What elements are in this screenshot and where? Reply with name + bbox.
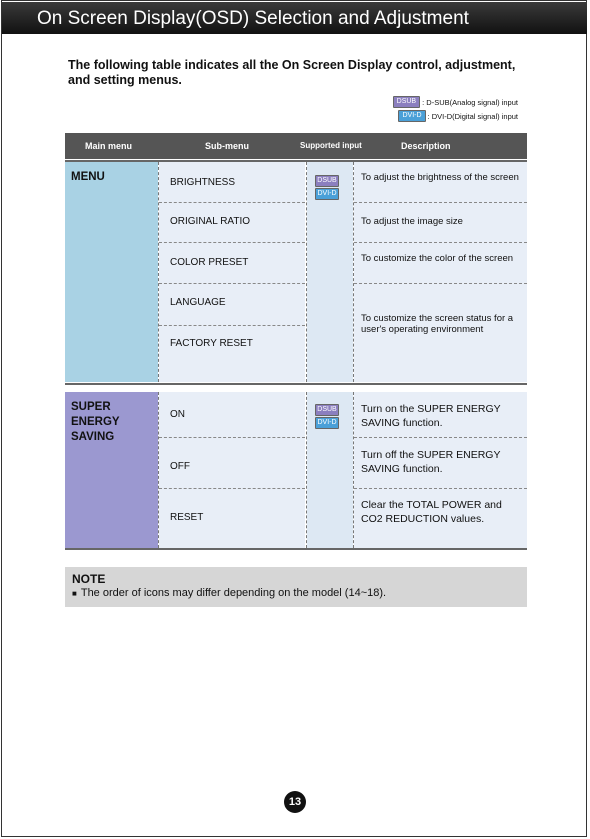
description-column — [354, 162, 527, 382]
note-box — [65, 567, 527, 607]
header-main-menu: Main menu — [85, 141, 133, 151]
dsub-badge: DSUB — [315, 404, 339, 416]
description-color-preset: To customize the color of the screen — [361, 253, 514, 264]
intro-text: The following table indicates all the On Screen Display control, adjustment, and setting menus. — [68, 58, 516, 87]
description-on: Turn on the SUPER ENERGY SAVING function. — [361, 403, 501, 429]
dvid-badge: DVI-D — [315, 188, 339, 200]
row-separator — [354, 202, 527, 203]
sub-menu-original-ratio: ORIGINAL RATIO — [170, 216, 251, 227]
dvid-badge: DVI-D — [315, 417, 339, 429]
description-original-ratio: To adjust the image size — [361, 216, 463, 227]
row-separator — [159, 488, 305, 489]
dvid-badge: DVI-D — [398, 110, 425, 122]
table-header — [65, 133, 527, 159]
row-separator — [159, 325, 305, 326]
header-bar — [2, 2, 587, 34]
row-separator — [354, 242, 527, 243]
note-body: The order of icons may differ depending on the model (14~18). — [80, 587, 387, 599]
legend-dvid — [398, 110, 518, 122]
main-menu-label: MENU — [71, 171, 105, 183]
sub-menu-brightness: BRIGHTNESS — [170, 177, 236, 188]
legend-dvid-text: : DVI-D(Digital signal) input — [427, 111, 518, 121]
note-text — [72, 587, 386, 599]
legend-dsub-text: : D-SUB(Analog signal) input — [422, 97, 518, 107]
dsub-badge: DSUB — [393, 96, 420, 108]
column-separator — [353, 392, 355, 548]
page-title: On Screen Display(OSD) Selection and Adjustment — [37, 8, 469, 29]
description-off: Turn off the SUPER ENERGY SAVING function. — [361, 449, 501, 475]
main-menu-cell — [65, 162, 158, 382]
page-number: 13 — [284, 791, 306, 813]
supported-badges — [315, 404, 345, 429]
sub-menu-on: ON — [170, 409, 185, 420]
divider — [65, 548, 527, 550]
row-separator — [159, 242, 305, 243]
sub-menu-language: LANGUAGE — [170, 297, 226, 308]
row-separator — [159, 202, 305, 203]
sub-menu-column — [159, 162, 305, 382]
row-separator — [159, 437, 305, 438]
row-separator — [159, 283, 305, 284]
column-separator — [158, 162, 160, 382]
header-description: Description — [401, 141, 451, 151]
column-separator — [306, 162, 308, 382]
main-menu-cell — [65, 392, 158, 548]
supported-badges — [315, 175, 345, 200]
description-brightness: To adjust the brightness of the screen — [361, 172, 519, 183]
column-separator — [353, 162, 355, 382]
main-menu-label: SUPER ENERGY SAVING — [71, 401, 120, 443]
sub-menu-off: OFF — [170, 461, 190, 472]
sub-menu-reset: RESET — [170, 512, 204, 523]
row-separator — [354, 283, 527, 284]
sub-menu-factory-reset: FACTORY RESET — [170, 338, 253, 349]
column-separator — [158, 392, 160, 548]
dsub-badge: DSUB — [315, 175, 339, 187]
note-title: NOTE — [72, 572, 106, 586]
description-reset: Clear the TOTAL POWER and CO2 REDUCTION values. — [361, 499, 502, 525]
description-language-factory-reset: To customize the screen status for a user's operating environment — [361, 313, 514, 335]
legend-dsub — [393, 96, 518, 108]
bullet-icon: ■ — [72, 588, 77, 598]
header-sub-menu: Sub-menu — [205, 141, 249, 151]
sub-menu-color-preset: COLOR PRESET — [170, 257, 249, 268]
column-separator — [306, 392, 308, 548]
divider — [65, 383, 527, 385]
header-supported-input: Supported input — [300, 141, 362, 150]
row-separator — [354, 437, 527, 438]
row-separator — [354, 488, 527, 489]
